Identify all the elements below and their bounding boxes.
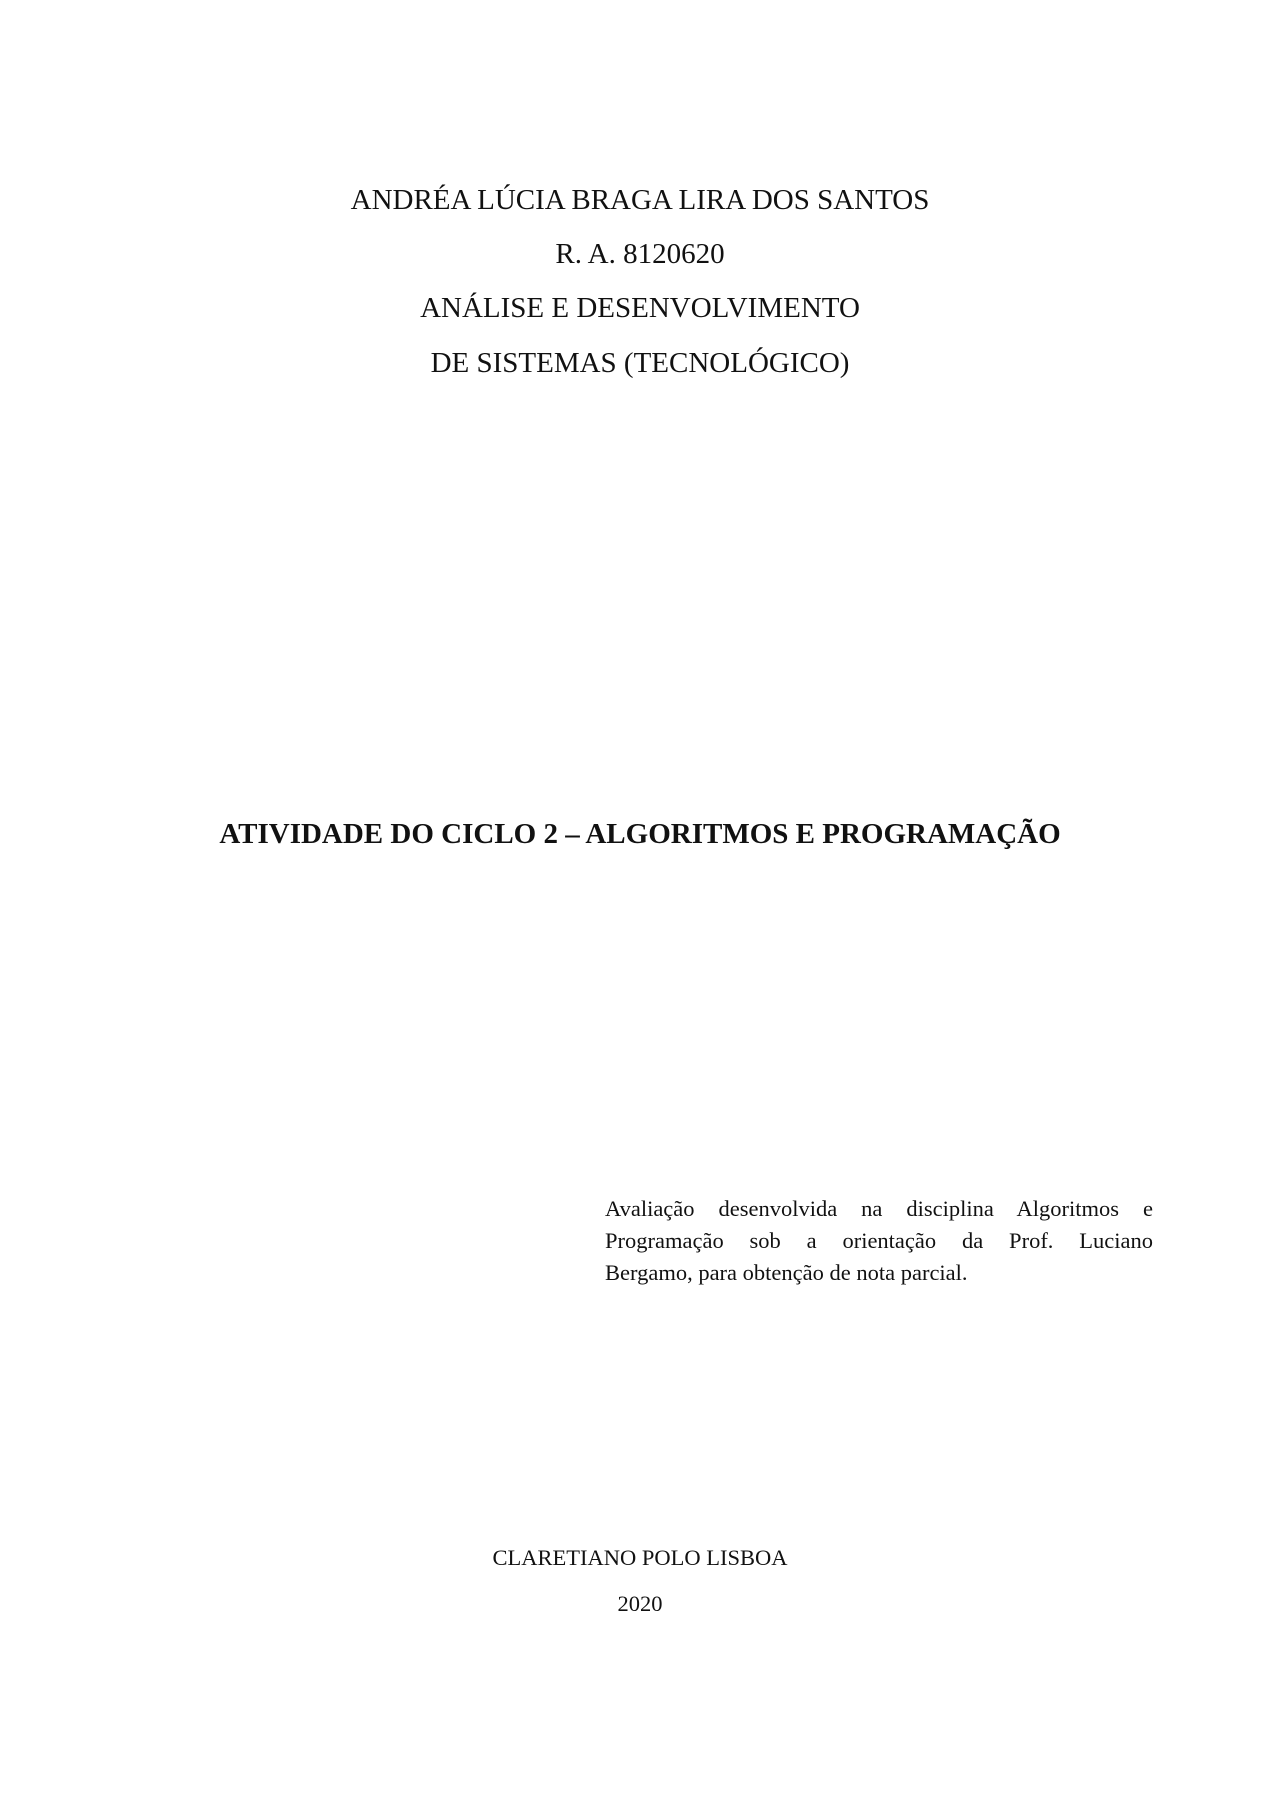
ra-number: R. A. 8120620 [555, 238, 725, 270]
year: 2020 [617, 1591, 663, 1616]
abstract-line: Bergamo, para obtenção de nota parcial. [605, 1260, 968, 1285]
abstract-note [605, 1193, 1153, 1289]
abstract-line: Avaliação desenvolvida na disciplina Algoritmos e [605, 1196, 1153, 1221]
institution-name: CLARETIANO POLO LISBOA [492, 1545, 788, 1570]
course-name-line-2: DE SISTEMAS (TECNOLÓGICO) [430, 347, 850, 379]
abstract-line: Programação sob a orientação da Prof. Luciano [605, 1228, 1153, 1253]
course-name-line-1: ANÁLISE E DESENVOLVIMENTO [420, 292, 860, 324]
document-title: ATIVIDADE DO CICLO 2 – ALGORITMOS E PROGRAMAÇÃO [219, 818, 1061, 850]
author-name: ANDRÉA LÚCIA BRAGA LIRA DOS SANTOS [350, 184, 930, 216]
